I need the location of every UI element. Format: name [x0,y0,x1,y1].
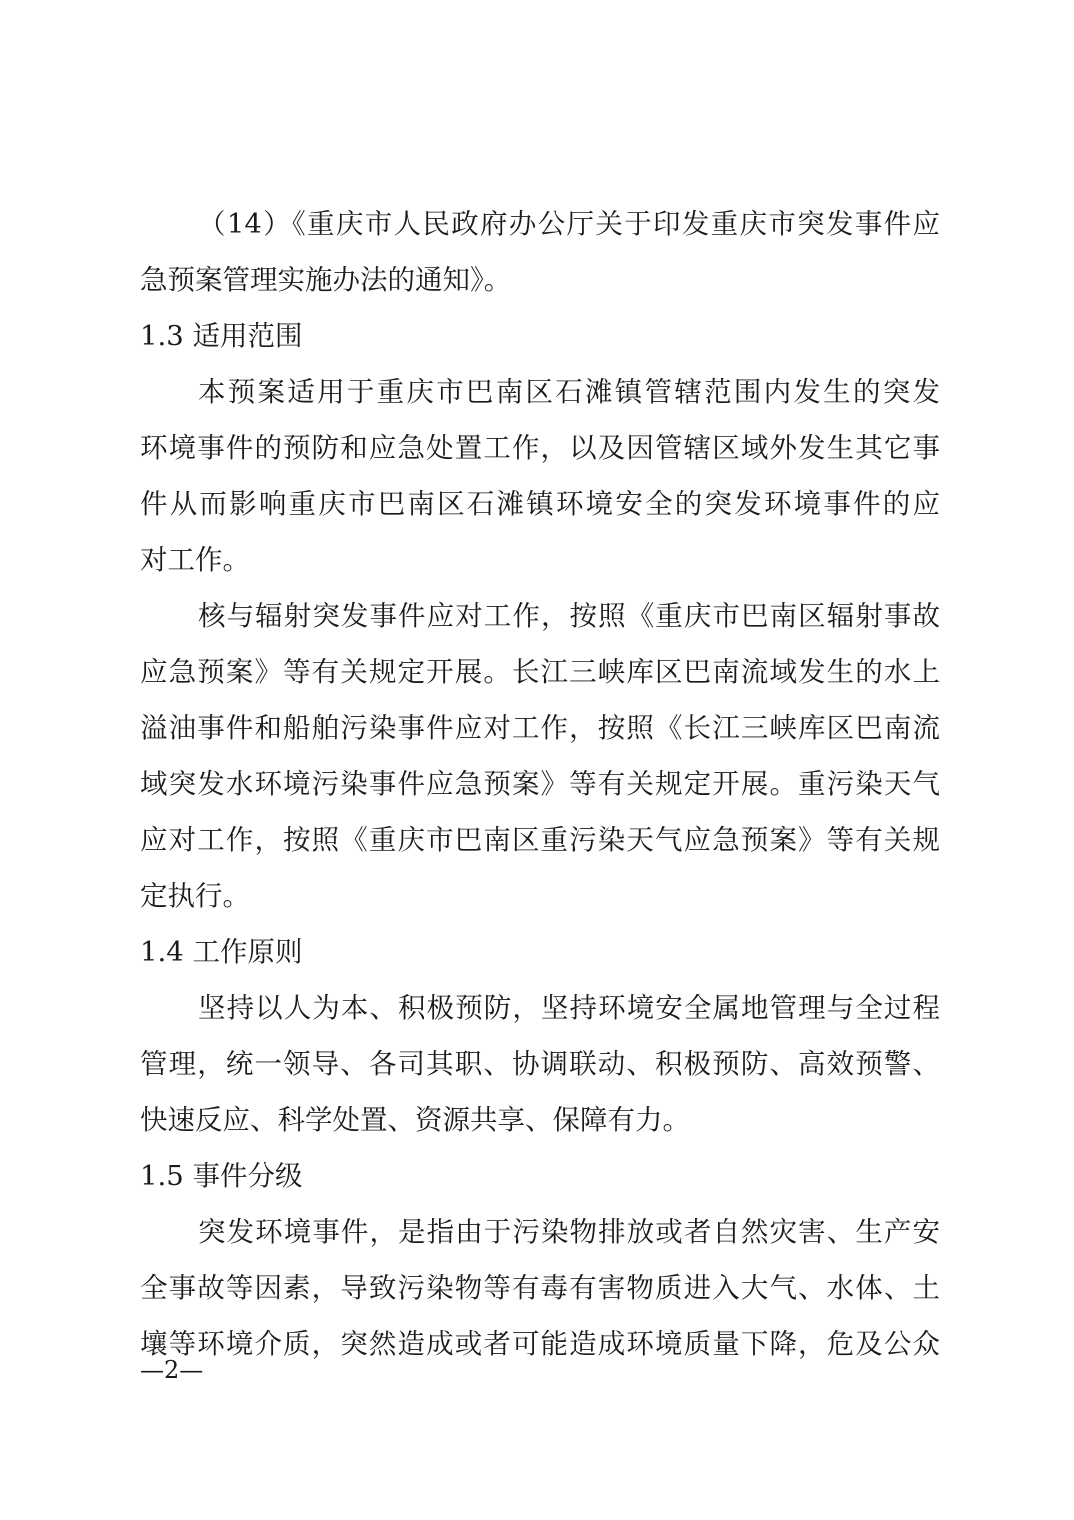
paragraph-line: 件从而影响重庆市巴南区石滩镇环境安全的突发环境事件的应 [140,488,940,520]
paragraph-line: 环境事件的预防和应急处置工作，以及因管辖区域外发生其它事 [140,432,940,464]
paragraph-line: 突发环境事件，是指由于污染物排放或者自然灾害、生产安 [198,1216,940,1248]
paragraph-line: 管理，统一领导、各司其职、协调联动、积极预防、高效预警、 [140,1048,940,1080]
section-heading: 1.3 适用范围 [140,320,303,352]
paragraph-line: 坚持以人为本、积极预防，坚持环境安全属地管理与全过程 [198,992,940,1024]
paragraph-line: 域突发水环境污染事件应急预案》等有关规定开展。重污染天气 [140,768,940,800]
paragraph-line: 急预案管理实施办法的通知》。 [140,264,512,296]
paragraph-line: 溢油事件和船舶污染事件应对工作，按照《长江三峡库区巴南流 [140,712,940,744]
paragraph-line: 全事故等因素，导致污染物等有毒有害物质进入大气、水体、土 [140,1272,940,1304]
paragraph-line: 定执行。 [140,880,250,912]
paragraph-line: 应对工作，按照《重庆市巴南区重污染天气应急预案》等有关规 [140,824,940,856]
paragraph-line: 核与辐射突发事件应对工作，按照《重庆市巴南区辐射事故 [198,600,940,632]
paragraph-line: （14）《重庆市人民政府办公厅关于印发重庆市突发事件应 [198,208,940,240]
paragraph-line: 本预案适用于重庆市巴南区石滩镇管辖范围内发生的突发 [198,376,940,408]
page-number: —2— [140,1356,204,1384]
section-heading: 1.4 工作原则 [140,936,303,968]
paragraph-line: 对工作。 [140,544,250,576]
paragraph-line: 快速反应、科学处置、资源共享、保障有力。 [140,1104,690,1136]
paragraph-line: 应急预案》等有关规定开展。长江三峡库区巴南流域发生的水上 [140,656,940,688]
paragraph-line: 壤等环境介质，突然造成或者可能造成环境质量下降，危及公众 [140,1328,940,1360]
section-heading: 1.5 事件分级 [140,1160,303,1192]
